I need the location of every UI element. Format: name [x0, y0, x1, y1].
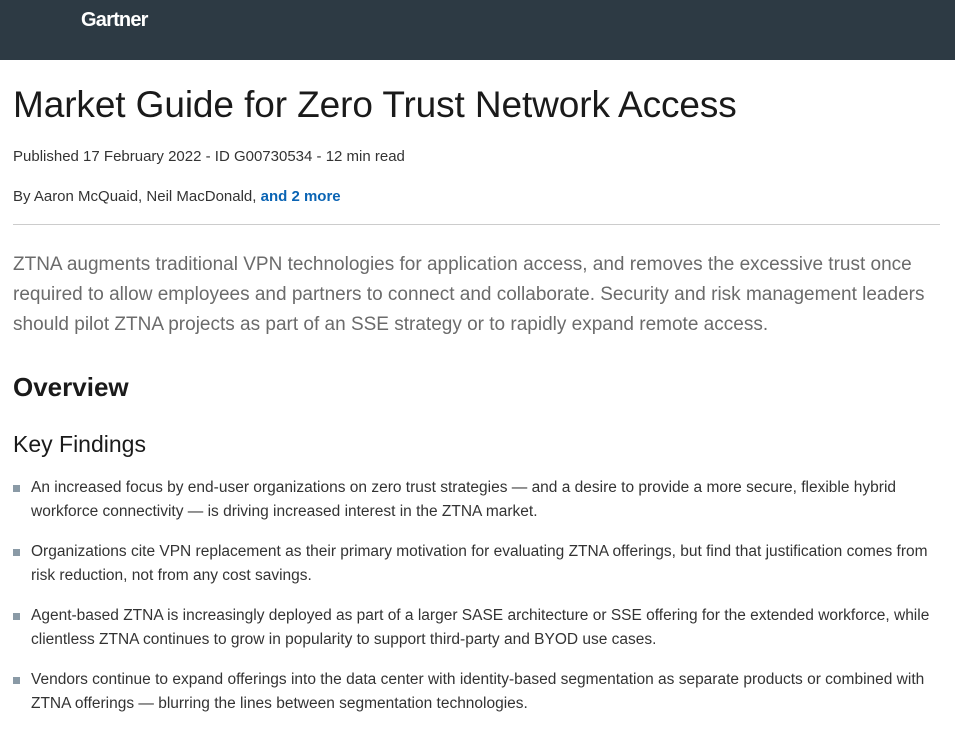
key-findings-heading: Key Findings — [13, 431, 146, 457]
gartner-logo[interactable]: Gartner — [81, 9, 148, 31]
divider — [13, 224, 940, 225]
publication-meta: Published 17 February 2022 - ID G00730534 - 12 min read — [13, 148, 405, 165]
list-item — [13, 604, 943, 652]
author-line — [13, 188, 341, 205]
more-authors-link[interactable]: and 2 more — [260, 188, 341, 205]
square-bullet-icon — [13, 485, 20, 492]
overview-heading: Overview — [13, 372, 129, 402]
finding-text: Organizations cite VPN replacement as their primary motivation for evaluating ZTNA offerings, but find that justification comes from risk reduction, not from any cost savings. — [31, 543, 928, 584]
article-title: Market Guide for Zero Trust Network Access — [13, 84, 737, 125]
square-bullet-icon — [13, 549, 20, 556]
list-item — [13, 668, 943, 716]
finding-text: Agent-based ZTNA is increasingly deployed as part of a larger SASE architecture or SSE offering for the extended workforce, while clientless ZTNA continues to grow in popularity to support third-party and BYOD use cases. — [31, 607, 930, 648]
article-summary: ZTNA augments traditional VPN technologies for application access, and removes the excessive trust once required to allow employees and partners to connect and collaborate. Security and risk management leaders should pilot ZTNA projects as part of an SSE strategy or to rapidly expand remote access. — [13, 254, 925, 335]
top-header-bar — [0, 0, 955, 60]
square-bullet-icon — [13, 613, 20, 620]
author-names: By Aaron McQuaid, Neil MacDonald, — [13, 188, 261, 205]
square-bullet-icon — [13, 677, 20, 684]
key-findings-list — [13, 476, 943, 732]
finding-text: Vendors continue to expand offerings into the data center with identity-based segmentation as separate products or combined with ZTNA offerings — blurring the lines between segmentation technologies. — [31, 671, 925, 712]
list-item — [13, 540, 943, 588]
list-item — [13, 476, 943, 524]
finding-text: An increased focus by end-user organizations on zero trust strategies — and a desire to provide a more secure, flexible hybrid workforce connectivity — is driving increased interest in the ZTNA market. — [31, 479, 897, 520]
